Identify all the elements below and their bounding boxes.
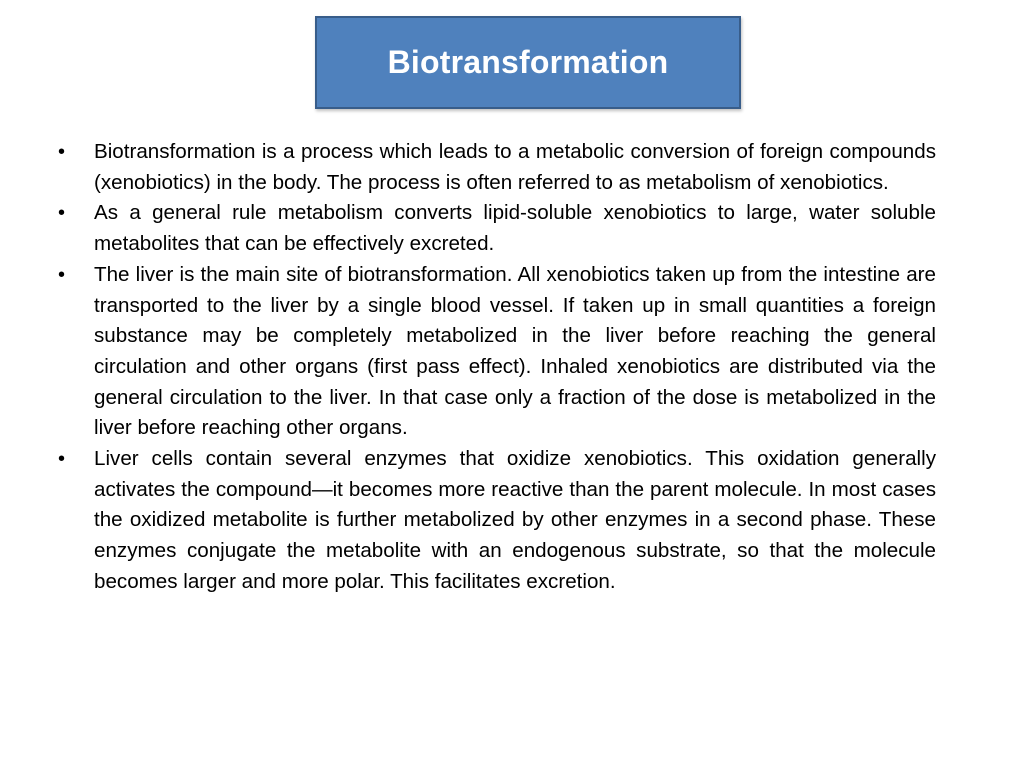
bullet-list [56, 137, 936, 598]
bullet-item [56, 260, 936, 444]
bullet-text: Biotransformation is a process which leads to a metabolic conversion of foreign compounds (xenobiotics) in the body. The process is often referred to as metabolism of xenobiotics. [94, 140, 936, 194]
bullet-dot-icon: • [58, 202, 66, 225]
bullet-item [56, 198, 936, 259]
bullet-dot-icon: • [58, 141, 66, 163]
bullet-text: The liver is the main site of biotransformation. All xenobiotics taken up from the intestine are transported to the liver by a single blood vessel. If taken up in small quantities a foreign substance may be completely metabolized in the liver before reaching the general circulation and other organs (first pass effect). Inhaled xenobiotics are distributed via the general circulation to the liver. In that case only a fraction of the dose is metabolized in the liver before reaching other organs. [94, 262, 936, 440]
bullet-dot-icon: • [58, 263, 66, 286]
bullet-item [56, 444, 936, 598]
bullet-item [56, 137, 936, 198]
title-box [315, 16, 741, 109]
bullet-text: As a general rule metabolism converts lipid-soluble xenobiotics to large, water soluble metabolites that can be effectively excreted. [94, 201, 936, 256]
bullet-text: Liver cells contain several enzymes that oxidize xenobiotics. This oxidation generally activates the compound—it becomes more reactive than the parent molecule. In most cases the oxidized metabolite is further metabolized by other enzymes in a second phase. These enzymes conjugate the metabolite with an endogenous substrate, so that the molecule becomes larger and more polar. This facilitates excretion. [94, 447, 936, 593]
slide-title: Biotransformation [387, 44, 669, 80]
bullet-dot-icon: • [58, 448, 66, 471]
